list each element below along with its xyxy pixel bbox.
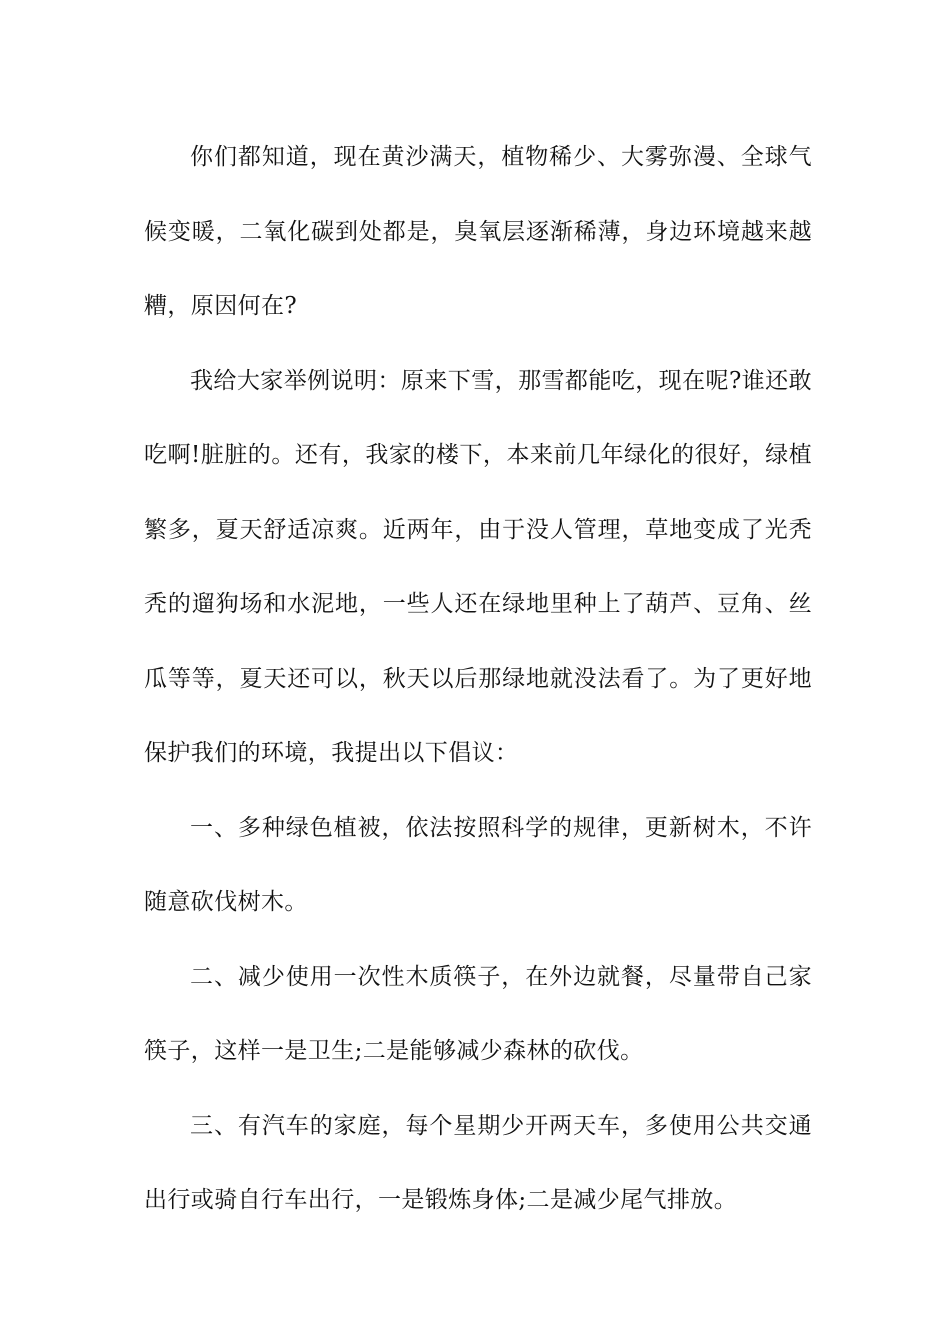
paragraph-4: 二、减少使用一次性木质筷子，在外边就餐，尽量带自己家筷子，这样一是卫生;二是能够减少森林的砍伐。 [144,963,812,1064]
document-body [144,120,812,1238]
paragraph-5: 三、有汽车的家庭，每个星期少开两天车，多使用公共交通出行或骑自行车出行，一是锻炼身体;二是减少尾气排放。 [144,1112,812,1213]
paragraph-2: 我给大家举例说明：原来下雪，那雪都能吃，现在呢?谁还敢吃啊!脏脏的。还有，我家的楼下，本来前几年绿化的很好，绿植繁多，夏天舒适凉爽。近两年，由于没人管理，草地变成了光秃秃的遛狗场和水泥地，一些人还在绿地里种上了葫芦、豆角、丝瓜等等，夏天还可以，秋天以后那绿地就没法看了。为了更好地保护我们的环境，我提出以下倡议： [144,367,812,766]
paragraph-1: 你们都知道，现在黄沙满天，植物稀少、大雾弥漫、全球气候变暖，二氧化碳到处都是，臭氧层逐渐稀薄，身边环境越来越糟，原因何在? [144,144,812,319]
paragraph-3: 一、多种绿色植被，依法按照科学的规律，更新树木，不许随意砍伐树木。 [144,814,812,915]
